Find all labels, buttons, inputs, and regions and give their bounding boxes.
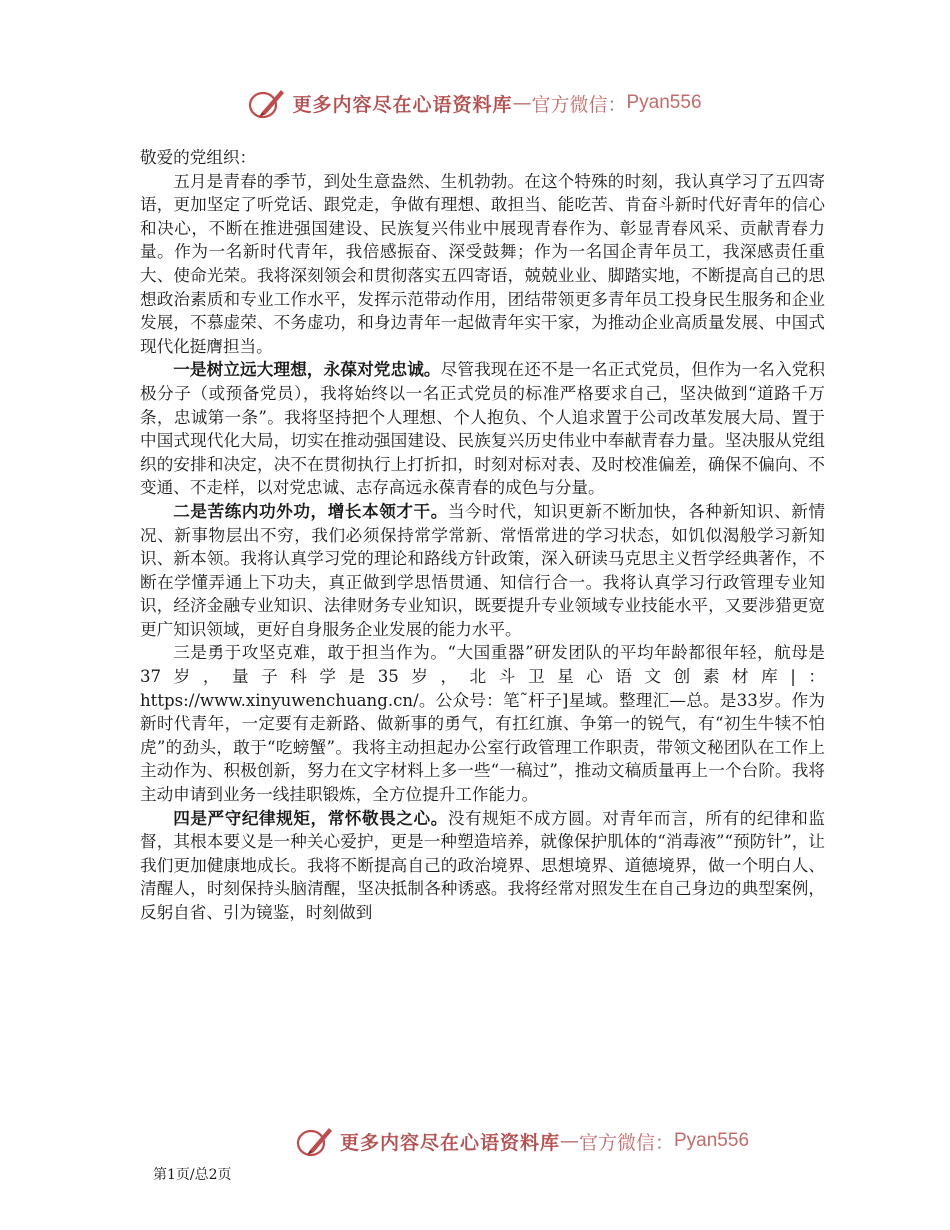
banner-tag: 官方微信： [531, 93, 627, 116]
paragraph-text: 当今时代，知识更新不断加快，各种新知识、新情况、新事物层出不穷，我们必须保持常学常新、常悟常进的学习状态，如饥似渴般学习新知识、新本领。我将认真学习党的理论和路线方针政策，深入研读马克思主义哲学经典著作，不断在学懂弄通上下功夫，真正做到学思悟贯通、知信行合一。我将认真学习行政管理专业知识，经济金融专业知识、法律财务专业知识，既要提升专业领域专业技能水平，又要涉猎更宽更广知识领域，更好自身服务企业发展的能力水平。 [140, 501, 826, 639]
bottom-banner [0, 1124, 950, 1162]
paragraph-text: 没有规矩不成方圆。对青年而言，所有的纪律和监督，其根本要义是一种关心爱护，更是一种塑造培养，就像保护肌体的“消毒液”“预防针”，让我们更加健康地成长。我将不断提高自己的政治境界、思想境界、道德境界，做一个明白人、清醒人，时刻保持头脑清醒，坚决抵制各种诱惑。我将经常对照发生在自己身边的典型案例，反躬自省、引为镜鉴，时刻做到 [140, 808, 826, 922]
pen-quill-logo-icon [296, 1124, 336, 1158]
paragraph-4 [140, 641, 825, 806]
banner-title: 更多内容尽在心语资料库 [339, 1131, 560, 1154]
paragraph-text: 三是勇于攻坚克难，敢于担当作为。“大国重器”研发团队的平均年龄都很年轻，航母是37岁，量子科学是35岁，北斗卫星心语文创素材库|：https://www.xinyuwenchuang.cn/。公众号：笔˜杆子]星域。整理汇—总。是33岁。作为新时代青年，一定要有走新路、做新事的勇气，有扛红旗、争第一的锐气，有“初生牛犊不怕虎”的劲头，敢于“吃螃蟹”。我将主动担起办公室行政管理工作职责，带领文秘团队在工作上主动作为、积极创新，努力在文字材料上多一些“一稿过”，推动文稿质量再上一个台阶。我将主动申请到业务一线挂职锻炼，全方位提升工作能力。 [140, 643, 825, 805]
paragraph-text: 五月是青春的季节，到处生意盎然、生机勃勃。在这个特殊的时刻，我认真学习了五四寄语，更加坚定了听党话、跟党走，争做有理想、敢担当、能吃苦、肯奋斗新时代好青年的信心和决心，不断在推进强国建设、民族复兴伟业中展现青春作为、彰显青春风采、贡献青春力量。作为一名新时代青年，我倍感振奋、深受鼓舞；作为一名国企青年员工，我深感责任重大、使命光荣。我将深刻领会和贯彻落实五四寄语，兢兢业业、脚踏实地，不断提高自己的思想政治素质和专业工作水平，发挥示范带动作用，团结带领更多青年员工投身民生服务和企业发展，不慕虚荣、不务虚功，和身边青年一起做青年实干家，为推动企业高质量发展、中国式现代化挺膺担当。 [140, 171, 825, 356]
pen-quill-logo-icon [248, 86, 288, 120]
paragraph-lead: 四是严守纪律规矩，常怀敬畏之心。 [173, 807, 448, 828]
paragraph-lead: 二是苦练内功外功，增长本领才干。 [173, 500, 448, 521]
banner-dash: — [559, 1130, 579, 1152]
paragraph-2 [140, 358, 825, 500]
top-banner [0, 86, 950, 124]
paragraph-3 [140, 500, 825, 642]
banner-title: 更多内容尽在心语资料库 [292, 93, 513, 116]
banner-id: Pyan556 [674, 1130, 750, 1151]
paragraph-text: 尽管我现在还不是一名正式党员，但作为一名入党积极分子（或预备党员），我将始终以一名正式党员的标准严格要求自己，坚决做到“道路千万条，忠诚第一条”。我将坚持把个人理想、个人抱负、个人追求置于公司改革发展大局、置于中国式现代化大局，切实在推动强国建设、民族复兴历史伟业中奉献青春力量。坚决服从党组织的安排和决定，决不在贯彻执行上打折扣，时刻对标对表、及时校准偏差，确保不偏向、不变通、不走样，以对党忠诚、志存高远永葆青春的成色与分量。 [140, 360, 826, 498]
paragraph-5 [140, 807, 825, 925]
banner-tag: 官方微信： [578, 1131, 674, 1154]
banner-id: Pyan556 [626, 92, 702, 113]
letter-body [140, 146, 825, 925]
banner-dash: — [512, 92, 532, 114]
salutation: 敬爱的党组织： [140, 148, 257, 167]
paragraph-1 [140, 170, 825, 359]
paragraph-lead: 一是树立远大理想，永葆对党忠诚。 [173, 359, 441, 380]
page-number: 第1页/总2页 [153, 1167, 232, 1183]
